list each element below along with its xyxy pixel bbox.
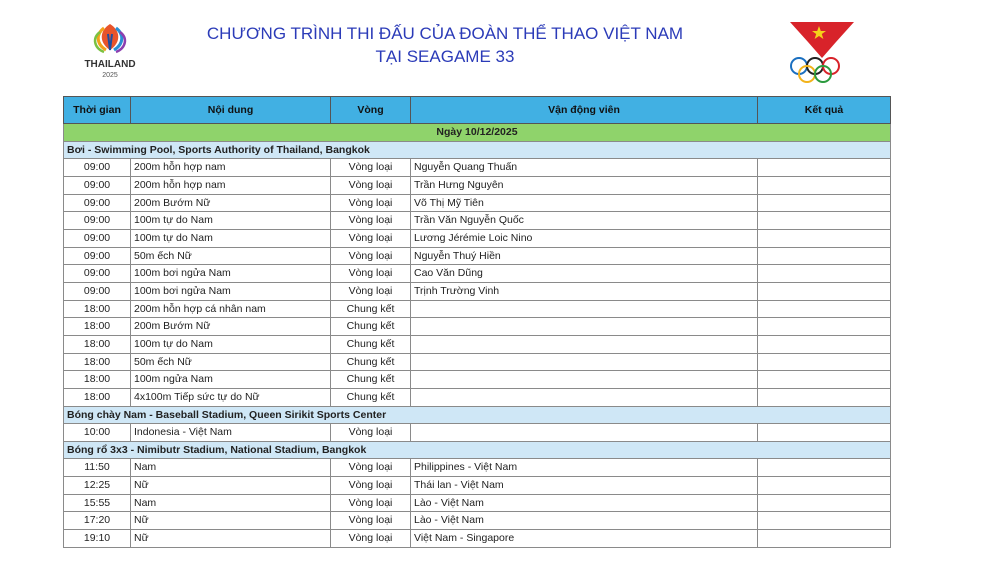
- sea-games-thailand-logo: [70, 20, 150, 82]
- cell-athlete: Cao Văn Dũng: [411, 265, 758, 283]
- cell-event: Nam: [131, 494, 331, 512]
- cell-round: Vòng loại: [331, 229, 411, 247]
- cell-event: 200m hỗn hợp nam: [131, 159, 331, 177]
- cell-result: [758, 388, 891, 406]
- cell-result: [758, 318, 891, 336]
- cell-time: 09:00: [64, 194, 131, 212]
- column-header-result: Kết quả: [758, 97, 891, 124]
- cell-athlete: Trần Hưng Nguyên: [411, 176, 758, 194]
- cell-athlete: [411, 318, 758, 336]
- table-row: [64, 282, 891, 300]
- cell-round: Vòng loại: [331, 282, 411, 300]
- cell-time: 09:00: [64, 229, 131, 247]
- cell-round: Vòng loại: [331, 424, 411, 442]
- table-row: [64, 159, 891, 177]
- column-header-time: Thời gian: [64, 97, 131, 124]
- table-row: [64, 247, 891, 265]
- table-row: [64, 265, 891, 283]
- cell-time: 15:55: [64, 494, 131, 512]
- cell-athlete: [411, 388, 758, 406]
- cell-time: 09:00: [64, 282, 131, 300]
- cell-round: Vòng loại: [331, 494, 411, 512]
- logo-text: THAILAND: [84, 59, 136, 70]
- cell-result: [758, 282, 891, 300]
- cell-time: 19:10: [64, 530, 131, 548]
- cell-athlete: [411, 335, 758, 353]
- logo-year: 2025: [102, 72, 118, 79]
- cell-event: Nữ: [131, 530, 331, 548]
- cell-round: Vòng loại: [331, 530, 411, 548]
- cell-athlete: Võ Thị Mỹ Tiên: [411, 194, 758, 212]
- cell-athlete: Nguyễn Quang Thuấn: [411, 159, 758, 177]
- table-row: [64, 459, 891, 477]
- cell-result: [758, 300, 891, 318]
- cell-round: Vòng loại: [331, 159, 411, 177]
- cell-event: 200m hỗn hợp nam: [131, 176, 331, 194]
- cell-round: Chung kết: [331, 318, 411, 336]
- table-row: [64, 477, 891, 495]
- cell-time: 18:00: [64, 371, 131, 389]
- table-row: [64, 229, 891, 247]
- cell-athlete: Lào - Việt Nam: [411, 512, 758, 530]
- cell-result: [758, 477, 891, 495]
- cell-athlete: [411, 424, 758, 442]
- cell-athlete: [411, 300, 758, 318]
- cell-result: [758, 424, 891, 442]
- cell-event: 100m ngửa Nam: [131, 371, 331, 389]
- cell-event: Nam: [131, 459, 331, 477]
- table-row: [64, 388, 891, 406]
- cell-result: [758, 459, 891, 477]
- table-row: [64, 335, 891, 353]
- cell-result: [758, 371, 891, 389]
- cell-athlete: [411, 371, 758, 389]
- title-line-1: CHƯƠNG TRÌNH THI ĐẤU CỦA ĐOÀN THỂ THAO VIỆT NAM: [206, 24, 684, 43]
- olympic-rings-icon: [782, 18, 862, 86]
- cell-result: [758, 229, 891, 247]
- cell-round: Vòng loại: [331, 176, 411, 194]
- cell-result: [758, 335, 891, 353]
- cell-round: Vòng loại: [331, 194, 411, 212]
- cell-round: Vòng loại: [331, 212, 411, 230]
- table-row: [64, 512, 891, 530]
- cell-athlete: Nguyễn Thuý Hiền: [411, 247, 758, 265]
- table-row: [64, 424, 891, 442]
- cell-athlete: Philippines - Việt Nam: [411, 459, 758, 477]
- cell-result: [758, 247, 891, 265]
- cell-result: [758, 530, 891, 548]
- cell-time: 18:00: [64, 353, 131, 371]
- day-label: Ngày 10/12/2025: [64, 124, 891, 142]
- column-header-athlete: Vận động viên: [411, 97, 758, 124]
- cell-event: 4x100m Tiếp sức tự do Nữ: [131, 388, 331, 406]
- cell-time: 18:00: [64, 300, 131, 318]
- table-row: [64, 353, 891, 371]
- cell-time: 17:20: [64, 512, 131, 530]
- cell-time: 18:00: [64, 318, 131, 336]
- cell-athlete: Lào - Việt Nam: [411, 494, 758, 512]
- table-header-row: [64, 97, 891, 124]
- column-header-event: Nội dung: [131, 97, 331, 124]
- table-row: [64, 212, 891, 230]
- table-row: [64, 176, 891, 194]
- cell-result: [758, 512, 891, 530]
- cell-result: [758, 159, 891, 177]
- title-line-2: TẠI SEAGAME 33: [375, 47, 515, 66]
- sea-games-emblem-icon: [70, 20, 150, 82]
- cell-result: [758, 265, 891, 283]
- column-header-round: Vòng: [331, 97, 411, 124]
- cell-result: [758, 212, 891, 230]
- cell-round: Vòng loại: [331, 459, 411, 477]
- cell-event: Indonesia - Việt Nam: [131, 424, 331, 442]
- cell-round: Chung kết: [331, 371, 411, 389]
- cell-time: 18:00: [64, 388, 131, 406]
- cell-round: Chung kết: [331, 353, 411, 371]
- cell-time: 10:00: [64, 424, 131, 442]
- vietnam-olympic-logo: [782, 18, 862, 86]
- cell-athlete: Thái lan - Việt Nam: [411, 477, 758, 495]
- cell-event: 100m tự do Nam: [131, 335, 331, 353]
- cell-event: 100m tự do Nam: [131, 212, 331, 230]
- cell-time: 09:00: [64, 176, 131, 194]
- cell-athlete: Việt Nam - Singapore: [411, 530, 758, 548]
- cell-round: Chung kết: [331, 335, 411, 353]
- cell-event: 200m Bướm Nữ: [131, 194, 331, 212]
- cell-round: Chung kết: [331, 388, 411, 406]
- cell-time: 11:50: [64, 459, 131, 477]
- section-header-row: [64, 406, 891, 424]
- section-header-row: [64, 441, 891, 459]
- cell-round: Vòng loại: [331, 477, 411, 495]
- schedule-body: [64, 124, 891, 548]
- section-title: Bơi - Swimming Pool, Sports Authority of Thailand, Bangkok: [64, 141, 891, 159]
- cell-event: Nữ: [131, 512, 331, 530]
- cell-time: 09:00: [64, 159, 131, 177]
- cell-athlete: [411, 353, 758, 371]
- cell-round: Vòng loại: [331, 512, 411, 530]
- cell-round: Chung kết: [331, 300, 411, 318]
- cell-result: [758, 176, 891, 194]
- cell-event: 100m bơi ngửa Nam: [131, 282, 331, 300]
- cell-athlete: Trịnh Trường Vinh: [411, 282, 758, 300]
- table-row: [64, 318, 891, 336]
- section-header-row: [64, 141, 891, 159]
- table-row: [64, 494, 891, 512]
- table-row: [64, 530, 891, 548]
- cell-athlete: Trần Văn Nguyễn Quốc: [411, 212, 758, 230]
- table-row: [64, 194, 891, 212]
- section-title: Bóng rổ 3x3 - Nimibutr Stadium, National Stadium, Bangkok: [64, 441, 891, 459]
- table-row: [64, 371, 891, 389]
- cell-round: Vòng loại: [331, 247, 411, 265]
- cell-time: 09:00: [64, 247, 131, 265]
- flag-shape: [790, 22, 854, 58]
- cell-result: [758, 494, 891, 512]
- cell-time: 09:00: [64, 212, 131, 230]
- cell-athlete: Lương Jérémie Loic Nino: [411, 229, 758, 247]
- cell-event: 200m Bướm Nữ: [131, 318, 331, 336]
- cell-event: 100m tự do Nam: [131, 229, 331, 247]
- day-row: [64, 124, 891, 142]
- cell-event: 100m bơi ngửa Nam: [131, 265, 331, 283]
- cell-result: [758, 353, 891, 371]
- cell-time: 09:00: [64, 265, 131, 283]
- cell-event: 200m hỗn hợp cá nhân nam: [131, 300, 331, 318]
- table-row: [64, 300, 891, 318]
- section-title: Bóng chày Nam - Baseball Stadium, Queen Sirikit Sports Center: [64, 406, 891, 424]
- cell-event: 50m ếch Nữ: [131, 247, 331, 265]
- cell-time: 18:00: [64, 335, 131, 353]
- cell-round: Vòng loại: [331, 265, 411, 283]
- page-title: [150, 22, 740, 68]
- cell-time: 12:25: [64, 477, 131, 495]
- cell-result: [758, 194, 891, 212]
- cell-event: 50m ếch Nữ: [131, 353, 331, 371]
- schedule-table: [63, 96, 891, 548]
- cell-event: Nữ: [131, 477, 331, 495]
